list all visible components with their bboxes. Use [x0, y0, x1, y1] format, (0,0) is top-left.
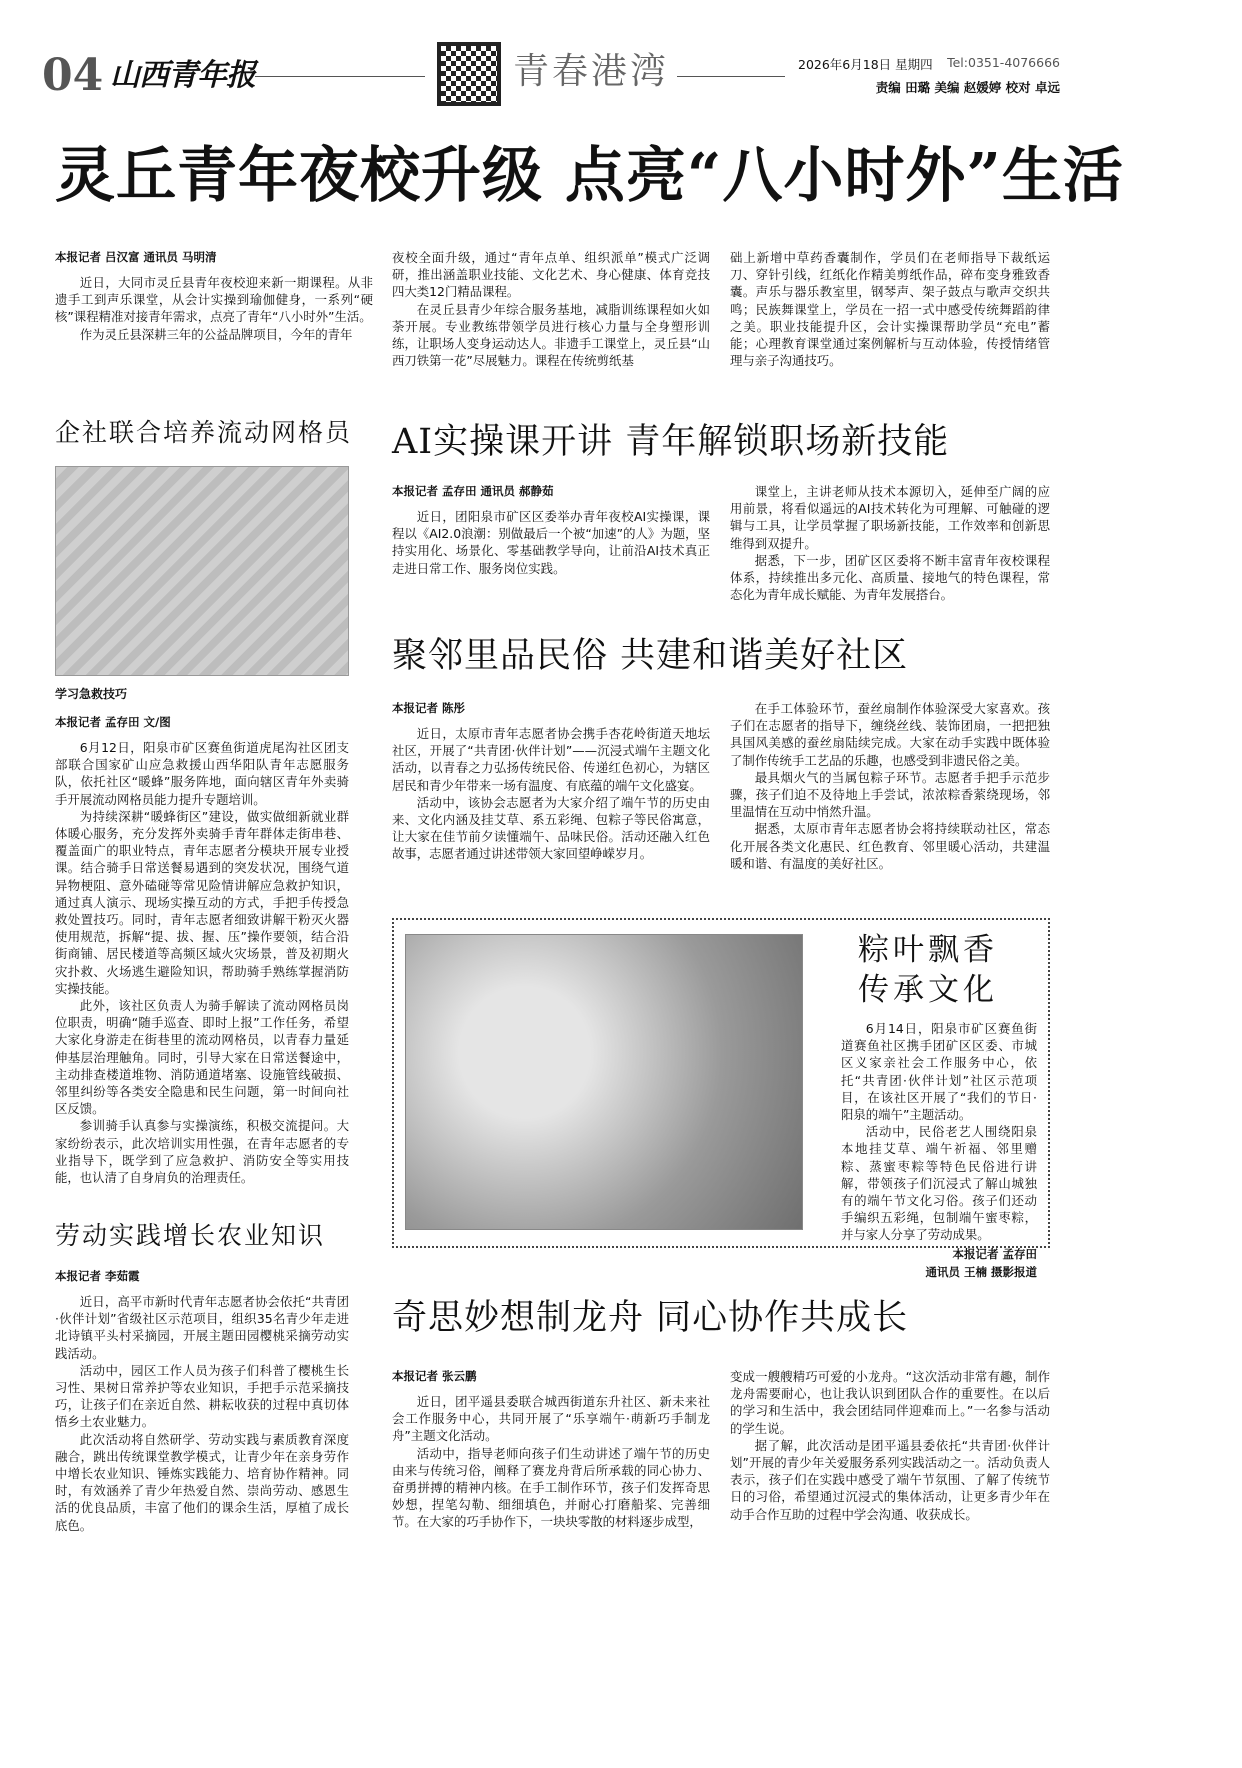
left1-paragraph: 参训骑手认真参与实操演练，积极交流提问。大家纷纷表示，此次培训实用性强，在青年志愿者的专业指导下，既学到了应急救护、消防安全等实用技能，也认清了自身肩负的治理责任。	[55, 1118, 349, 1186]
left2-paragraph: 此次活动将自然研学、劳动实践与素质教育深度融合，跳出传统课堂教学模式，让青少年在亲身劳作中增长农业知识、锤炼实践能力、培育协作精神。同时，有效涵养了青少年热爱自然、崇尚劳动、感恩生活的优良品质，丰富了他们的课余生活，厚植了成长底色。	[55, 1431, 349, 1533]
zongzi-title-line: 粽叶飘香	[858, 932, 998, 968]
left1-paragraph: 为持续深耕“暖蜂街区”建设，做实做细新就业群体暖心服务，充分发挥外卖骑手青年群体走街串巷、覆盖面广的职业特点，青年志愿者分模块开展专业授课。结合骑手日常送餐易遇到的突发状况，围绕气道异物梗阻、意外磕碰等常见险情讲解应急救护知识，通过真人演示、现场实操互动的方式，手把手传授急救处置技巧。同时，青年志愿者细致讲解干粉灭火器使用规范，拆解“提、拔、握、压”操作要领，结合沿街商铺、居民楼道等高频区域火灾场景，普及初期火灾扑救、火场逃生避险知识，帮助骑手熟练掌握消防实操技能。	[55, 808, 349, 996]
section-title: 青春港湾	[513, 51, 670, 92]
left1-paragraph: 此外，该社区负责人为骑手解读了流动网格员岗位职责，明确“随手巡查、即时上报”工作任务，希望大家化身游走在街巷里的流动网格员，以青春力量延伸基层治理触角。同时，引导大家在日常送餐途中，主动排查楼道堆物、消防通道堵塞、设施管线破损、邻里纠纷等各类安全隐患和民生问题，第一时间向社区反馈。	[55, 998, 349, 1117]
dragon-paragraph: 变成一艘艘精巧可爱的小龙舟。“这次活动非常有趣，制作龙舟需要耐心，也让我认识到团队合作的重要性。在以后的学习和生活中，我会团结同伴迎难而上。”一名参与活动的学生说。	[730, 1369, 1050, 1436]
phone-number: Tel:0351-4076666	[947, 55, 1060, 70]
page-number: 04	[42, 50, 104, 101]
neighbor-headline: 聚邻里品民俗 共建和谐美好社区	[392, 636, 909, 676]
lead-col-3	[730, 249, 1050, 369]
lead-paragraph: 近日，大同市灵丘县青年夜校迎来新一期课程。从非遗手工到声乐课堂，从会计实操到瑜伽健身，一系列“硬核”课程精准对接青年需求，点亮了青年“八小时外”生活。	[55, 275, 373, 325]
neighbor-paragraph: 活动中，该协会志愿者为大家介绍了端午节的历史由来、文化内涵及挂艾草、系五彩绳、包粽子等民俗寓意，让大家在佳节前夕读懂端午、品味民俗。活动还融入红色故事，志愿者通过讲述带领大家回望峥嵘岁月。	[392, 794, 710, 862]
zongzi-paragraph: 6月14日，阳泉市矿区赛鱼街道赛鱼社区携手团矿区区委、市城区义家亲社会工作服务中心，依托“共青团·伙伴计划”社区示范项目，在该社区开展了“我们的节日·阳泉的端午”主题活动。	[841, 1021, 1037, 1123]
zongzi-title-line: 传承文化	[858, 972, 998, 1008]
editors-credit: 责编 田璐 美编 赵媛婷 校对 卓远	[875, 80, 1060, 95]
ai-col-1	[392, 483, 710, 577]
first-aid-photo	[55, 466, 349, 676]
dragon-col-2	[730, 1368, 1050, 1523]
issue-date: 2026年6月18日 星期四	[798, 57, 933, 72]
neighbor-col-2	[730, 700, 1050, 872]
lead-byline: 本报记者 吕汉富 通讯员 马明清	[55, 250, 217, 264]
neighbor-paragraph: 据悉，太原市青年志愿者协会将持续联动社区，常态化开展各类文化惠民、红色教育、邻里暖心活动，共建温暖和谐、有温度的美好社区。	[730, 821, 1050, 871]
zongzi-paragraph: 活动中，民俗老艺人围绕阳泉本地挂艾草、端午祈福、邻里赠粽、蒸蜜枣粽等特色民俗进行讲解，带领孩子们沉浸式了解山城独有的端午节文化习俗。孩子们还动手编织五彩绳，包制端午蜜枣粽，并与家人分享了劳动成果。	[841, 1124, 1037, 1243]
dragon-byline: 本报记者 张云鹏	[392, 1369, 477, 1383]
ai-byline: 本报记者 孟存田 通讯员 郝静茹	[392, 484, 554, 498]
lead-paragraph: 作为灵丘县深耕三年的公益品牌项目，今年的青年	[79, 326, 353, 342]
lead-col-2	[392, 249, 710, 369]
header-rule-left	[255, 76, 425, 77]
left1-byline: 本报记者 孟存田 文/图	[55, 715, 171, 729]
left2-byline: 本报记者 李茹霞	[55, 1269, 140, 1283]
lead-col-1	[55, 249, 373, 343]
left2-body	[55, 1268, 349, 1534]
neighbor-byline: 本报记者 陈彤	[392, 701, 466, 715]
neighbor-paragraph: 最具烟火气的当属包粽子环节。志愿者手把手示范步骤，孩子们迫不及待地上手尝试，浓浓粽香萦绕现场，邻里温情在互动中悄然升温。	[730, 769, 1050, 820]
dragon-paragraph: 近日，团平遥县委联合城西街道东升社区、新未来社会工作服务中心，共同开展了“乐享端午·萌新巧手制龙舟”主题文化活动。	[392, 1394, 710, 1444]
dragon-paragraph: 据了解，此次活动是团平遥县委依托“共青团·伙伴计划”开展的青少年关爱服务系列实践活动之一。活动负责人表示，孩子们在实践中感受了端午节氛围、了解了传统节日的习俗，希望通过沉浸式的集体活动，让更多青少年在动手合作互助的过程中学会沟通、收获成长。	[730, 1437, 1050, 1522]
ai-headline: AI实操课开讲 青年解锁职场新技能	[392, 422, 950, 462]
lead-paragraph: 础上新增中草药香囊制作，学员们在老师指导下裁纸运刀、穿针引线，红纸化作精美剪纸作品，碎布变身雅致香囊。声乐与器乐教室里，钢琴声、架子鼓点与歌声交织共鸣；民族舞课堂上，学员在一招一式中感受传统舞蹈韵律之美。职业技能提升区，会计实操课帮助学员“充电”蓄能；心理教育课堂通过案例解析与互动体验，传授情绪管理与亲子沟通技巧。	[730, 250, 1050, 369]
zongzi-photo	[405, 934, 803, 1230]
ai-paragraph: 近日，团阳泉市矿区区委举办青年夜校AI实操课，课程以《AI2.0浪潮：别做最后一个被“加速”的人》为题，坚持实用化、场景化、零基础教学导向，让前沿AI技术真正走进日常工作、服务岗位实践。	[392, 509, 710, 576]
left2-headline: 劳动实践增长农业知识	[55, 1221, 326, 1250]
dragon-col-1	[392, 1368, 710, 1531]
left1-headline: 企社联合培养流动网格员	[55, 418, 353, 447]
header-rule-right	[677, 76, 785, 77]
neighbor-paragraph: 在手工体验环节，蚕丝扇制作体验深受大家喜欢。孩子们在志愿者的指导下，缠绕丝线、装饰团扇，一把把独具国风美感的蚕丝扇陆续完成。大家在动手实践中既体验了制作传统手工艺品的乐趣，也感受到非遗民俗之美。	[730, 701, 1050, 768]
lead-headline: 灵丘青年夜校升级 点亮“八小时外”生活	[55, 141, 1124, 211]
dragon-paragraph: 活动中，指导老师向孩子们生动讲述了端午节的历史由来与传统习俗，阐释了赛龙舟背后所承载的同心协力、奋勇拼搏的精神内核。在手工制作环节，孩子们发挥奇思妙想，捏笔勾勒、细细填色，并耐心打磨船桨、完善细节。在大家的巧手协作下，一块块零散的材料逐步成型，	[392, 1445, 710, 1530]
masthead-logo: 山西青年报	[110, 58, 255, 93]
zongzi-body	[841, 1020, 1037, 1289]
dragon-headline: 奇思妙想制龙舟 同心协作共成长	[392, 1298, 909, 1338]
zongzi-credit: 本报记者 孟存田	[952, 1246, 1037, 1261]
neighbor-col-1	[392, 700, 710, 863]
photo-caption: 学习急救技巧	[55, 687, 128, 701]
ai-col-2	[730, 483, 1050, 603]
lead-paragraph: 在灵丘县青少年综合服务基地，减脂训练课程如火如荼开展。专业教练带领学员进行核心力量与全身塑形训练，让职场人变身运动达人。非遗手工课堂上，灵丘县“山西刀铁第一花”尽展魅力。课程在传统剪纸基	[392, 301, 710, 369]
qr-code-icon	[437, 42, 501, 106]
zongzi-credit: 通讯员 王楠 摄影报道	[925, 1264, 1037, 1279]
ai-paragraph: 课堂上，主讲老师从技术本源切入，延伸至广阔的应用前景，将看似遥远的AI技术转化为可理解、可触碰的逻辑与工具，让学员掌握了职场新技能，工作效率和创新思维得到双提升。	[730, 484, 1050, 551]
left2-paragraph: 近日，高平市新时代青年志愿者协会依托“共青团·伙伴计划”省级社区示范项目，组织35名青少年走进北诗镇平头村采摘园，开展主题田园樱桃采摘劳动实践活动。	[55, 1294, 349, 1361]
zongzi-title	[858, 930, 998, 1010]
left1-paragraph: 6月12日，阳泉市矿区赛鱼街道虎尾沟社区团支部联合国家矿山应急救援山西华阳队青年志愿服务队，依托社区“暖蜂”服务阵地，面向辖区青年外卖骑手开展流动网格员能力提升专题培训。	[55, 740, 349, 807]
lead-paragraph: 夜校全面升级，通过“青年点单、组织派单”模式广泛调研，推出涵盖职业技能、文化艺术、身心健康、体育竞技四大类12门精品课程。	[392, 250, 710, 300]
ai-paragraph: 据悉，下一步，团矿区区委将不断丰富青年夜校课程体系，持续推出多元化、高质量、接地气的特色课程，常态化为青年成长赋能、为青年发展搭台。	[730, 552, 1050, 603]
neighbor-paragraph: 近日，太原市青年志愿者协会携手杏花岭街道天地坛社区，开展了“共青团·伙伴计划”——沉浸式端午主题文化活动，以青春之力弘扬传统民俗、传递红色初心，为辖区居民和青少年带来一场有温度、有底蕴的端午文化盛宴。	[392, 726, 710, 793]
left2-paragraph: 活动中，园区工作人员为孩子们科普了樱桃生长习性、果树日常养护等农业知识，手把手示范采摘技巧，让孩子们在亲近自然、耕耘收获的过程中真切体悟乡土农业魅力。	[55, 1362, 349, 1430]
left1-body	[55, 714, 349, 1186]
